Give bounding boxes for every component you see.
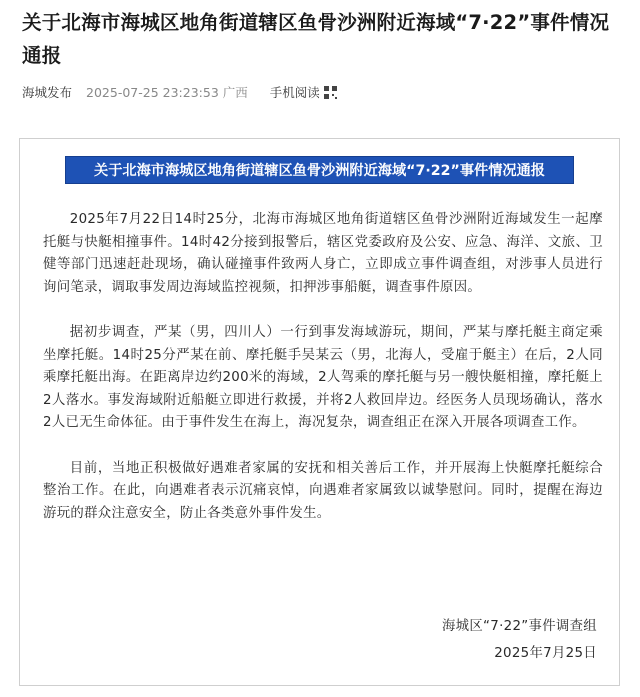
notice-body <box>43 209 603 548</box>
notice-paragraph: 2025年7月22日14时25分，北海市海城区地角街道辖区鱼骨沙洲附近海域发生一起摩托艇与快艇相撞事件。14时42分接到报警后，辖区党委政府及公安、应急、海洋、文旅、卫健等部门迅速赶赴现场，确认碰撞事件致两人身亡，立即成立事件调查组，对涉事人员进行询问笔录，调取事发周边海域监控视频，扣押涉事船艇，调查事件原因。 <box>43 212 603 295</box>
signature-date: 2025年7月25日 <box>494 646 597 661</box>
notice-heading: 关于北海市海城区地角街道辖区鱼骨沙洲附近海域“7·22”事件情况通报 <box>65 156 574 184</box>
mobile-read-link[interactable]: 手机阅读 <box>269 85 320 100</box>
qr-code-icon[interactable] <box>324 86 337 99</box>
article-meta <box>22 82 337 102</box>
signature-org: 海城区“7·22”事件调查组 <box>441 619 597 634</box>
article-title: 关于北海市海城区地角街道辖区鱼骨沙洲附近海域“7·22”事件情况通报 <box>22 11 610 67</box>
notice-card <box>19 138 620 686</box>
notice-paragraph: 据初步调查，严某（男，四川人）一行到事发海域游玩，期间，严某与摩托艇主商定乘坐摩托艇。14时25分严某在前、摩托艇手吴某云（男，北海人，受雇于艇主）在后，2人同乘摩托艇出海。在距离岸边约200米的海域，2人驾乘的摩托艇与另一艘快艇相撞，摩托艇上2人落水。事发海域附近船艇立即进行救援，并将2人救回岸边。经医务人员现场确认，落水2人已无生命体征。由于事件发生在海上，海况复杂，调查组正在深入开展各项调查工作。 <box>43 324 603 431</box>
source-link[interactable]: 海城发布 <box>22 85 73 100</box>
publish-location: 广西 <box>222 85 248 100</box>
notice-paragraph: 目前，当地正积极做好遇难者家属的安抚和相关善后工作，并开展海上快艇摩托艇综合整治工作。在此，向遇难者表示沉痛哀悼，向遇难者家属致以诚挚慰问。同时，提醒在海边游玩的群众注意安全，防止各类意外事件发生。 <box>43 460 603 521</box>
publish-time: 2025-07-25 23:23:53 <box>86 84 219 100</box>
